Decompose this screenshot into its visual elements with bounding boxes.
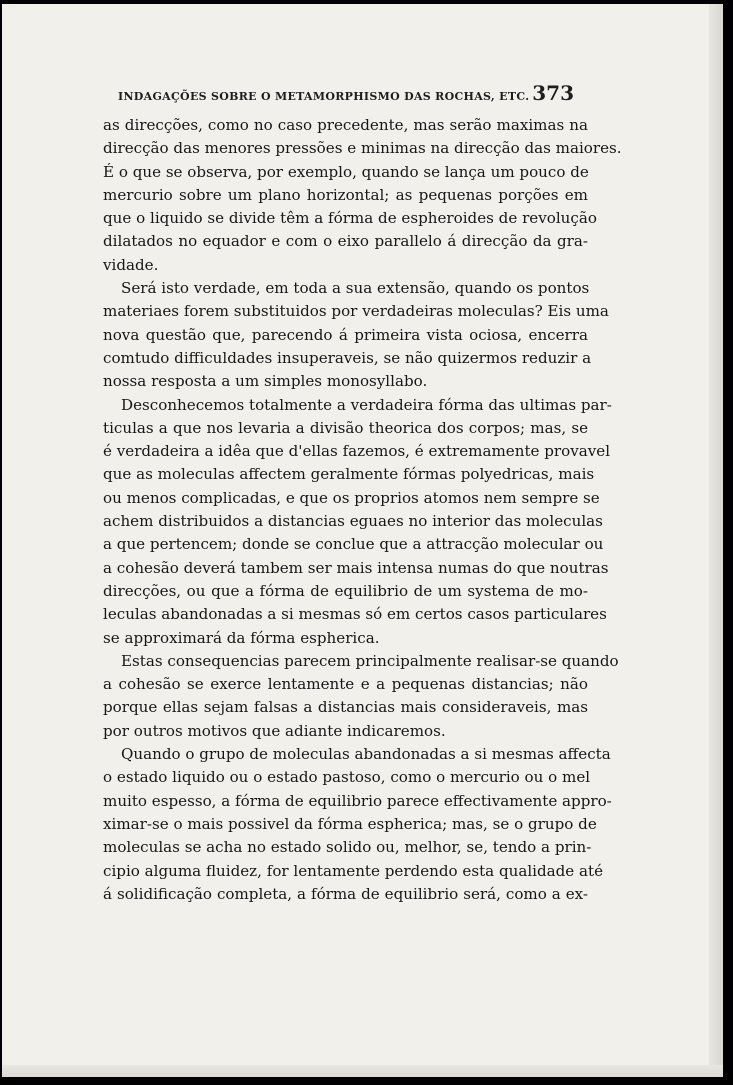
text-line: o estado liquido ou o estado pastoso, como o mercurio ou o mel <box>103 768 591 787</box>
page-edge-shadow <box>709 4 723 1077</box>
text-line: É o que se observa, por exemplo, quando se lança um pouco de <box>103 162 589 181</box>
text-line: á solidificação completa, a fórma de equilibrio será, como a ex- <box>103 884 588 903</box>
paragraph <box>103 114 622 277</box>
text-line: as direcções, como no caso precedente, mas serão maximas na <box>103 116 588 134</box>
page-header <box>118 81 574 105</box>
text-line: comtudo difficuldades insuperaveis, se não quizermos reduzir a <box>103 348 592 367</box>
text-line: a cohesão deverá tambem ser mais intensa numas do que noutras <box>103 558 609 577</box>
text-line: Quando o grupo de moleculas abandonadas a si mesmas affecta <box>121 745 611 764</box>
paragraph <box>103 650 619 743</box>
text-line: vidade. <box>103 255 159 274</box>
paragraph <box>103 277 609 393</box>
page-bottom-edge <box>2 1065 723 1077</box>
text-line: ximar-se o mais possivel da fórma espherica; mas, se o grupo de <box>103 814 597 833</box>
text-line: leculas abandonadas a si mesmas só em certos casos particulares <box>103 605 607 624</box>
text-line: Será isto verdade, em toda a sua extensão, quando os pontos <box>121 279 590 298</box>
book-page <box>2 4 723 1077</box>
body-text <box>103 114 622 906</box>
running-head: INDAGAÇÕES SOBRE O METAMORPHISMO DAS ROCHAS, ETC. <box>118 90 530 103</box>
page-number: 373 <box>532 81 574 105</box>
text-line: a cohesão se exerce lentamente e a pequenas distancias; não <box>103 675 588 694</box>
paragraph <box>103 743 612 906</box>
text-line: porque ellas sejam falsas a distancias mais consideraveis, mas <box>103 698 588 717</box>
text-line: Desconhecemos totalmente a verdadeira fórma das ultimas par- <box>121 395 612 414</box>
text-line: achem distribuidos a distancias eguaes no interior das moleculas <box>103 512 603 531</box>
text-line: que o liquido se divide têm a fórma de espheroides de revolução <box>103 209 597 228</box>
text-line: ou menos complicadas, e que os proprios atomos nem sempre se <box>103 488 600 507</box>
text-line: se approximará da fórma espherica. <box>103 628 380 647</box>
text-line: direcções, ou que a fórma de equilibrio de um systema de mo- <box>103 581 588 600</box>
text-line: é verdadeira a idêa que d'ellas fazemos, é extremamente provavel <box>103 442 611 461</box>
text-line: Estas consequencias parecem principalmente realisar-se quando <box>121 651 619 670</box>
text-line: cipio alguma fluidez, for lentamente perdendo esta qualidade até <box>103 861 604 880</box>
text-line: mercurio sobre um plano horizontal; as pequenas porções em <box>103 185 588 204</box>
text-line: nova questão que, parecendo á primeira vista ociosa, encerra <box>103 325 588 344</box>
paragraph <box>103 394 612 650</box>
text-line: materiaes forem substituidos por verdadeiras moleculas? Eis uma <box>103 302 609 321</box>
text-line: que as moleculas affectem geralmente fórmas polyedricas, mais <box>103 465 595 484</box>
text-line: ticulas a que nos levaria a divisão theorica dos corpos; mas, se <box>103 418 588 437</box>
text-line: moleculas se acha no estado solido ou, melhor, se, tendo a prin- <box>103 838 592 857</box>
text-line: muito espesso, a fórma de equilibrio parece effectivamente appro- <box>103 791 612 810</box>
text-line: a que pertencem; donde se conclue que a attracção molecular ou <box>103 535 604 554</box>
text-line: direcção das menores pressões e minimas na direcção das maiores. <box>103 139 622 158</box>
text-line: nossa resposta a um simples monosyllabo. <box>103 372 428 391</box>
text-line: por outros motivos que adiante indicaremos. <box>103 721 446 740</box>
text-line: dilatados no equador e com o eixo parallelo á direcção da gra- <box>103 232 588 251</box>
